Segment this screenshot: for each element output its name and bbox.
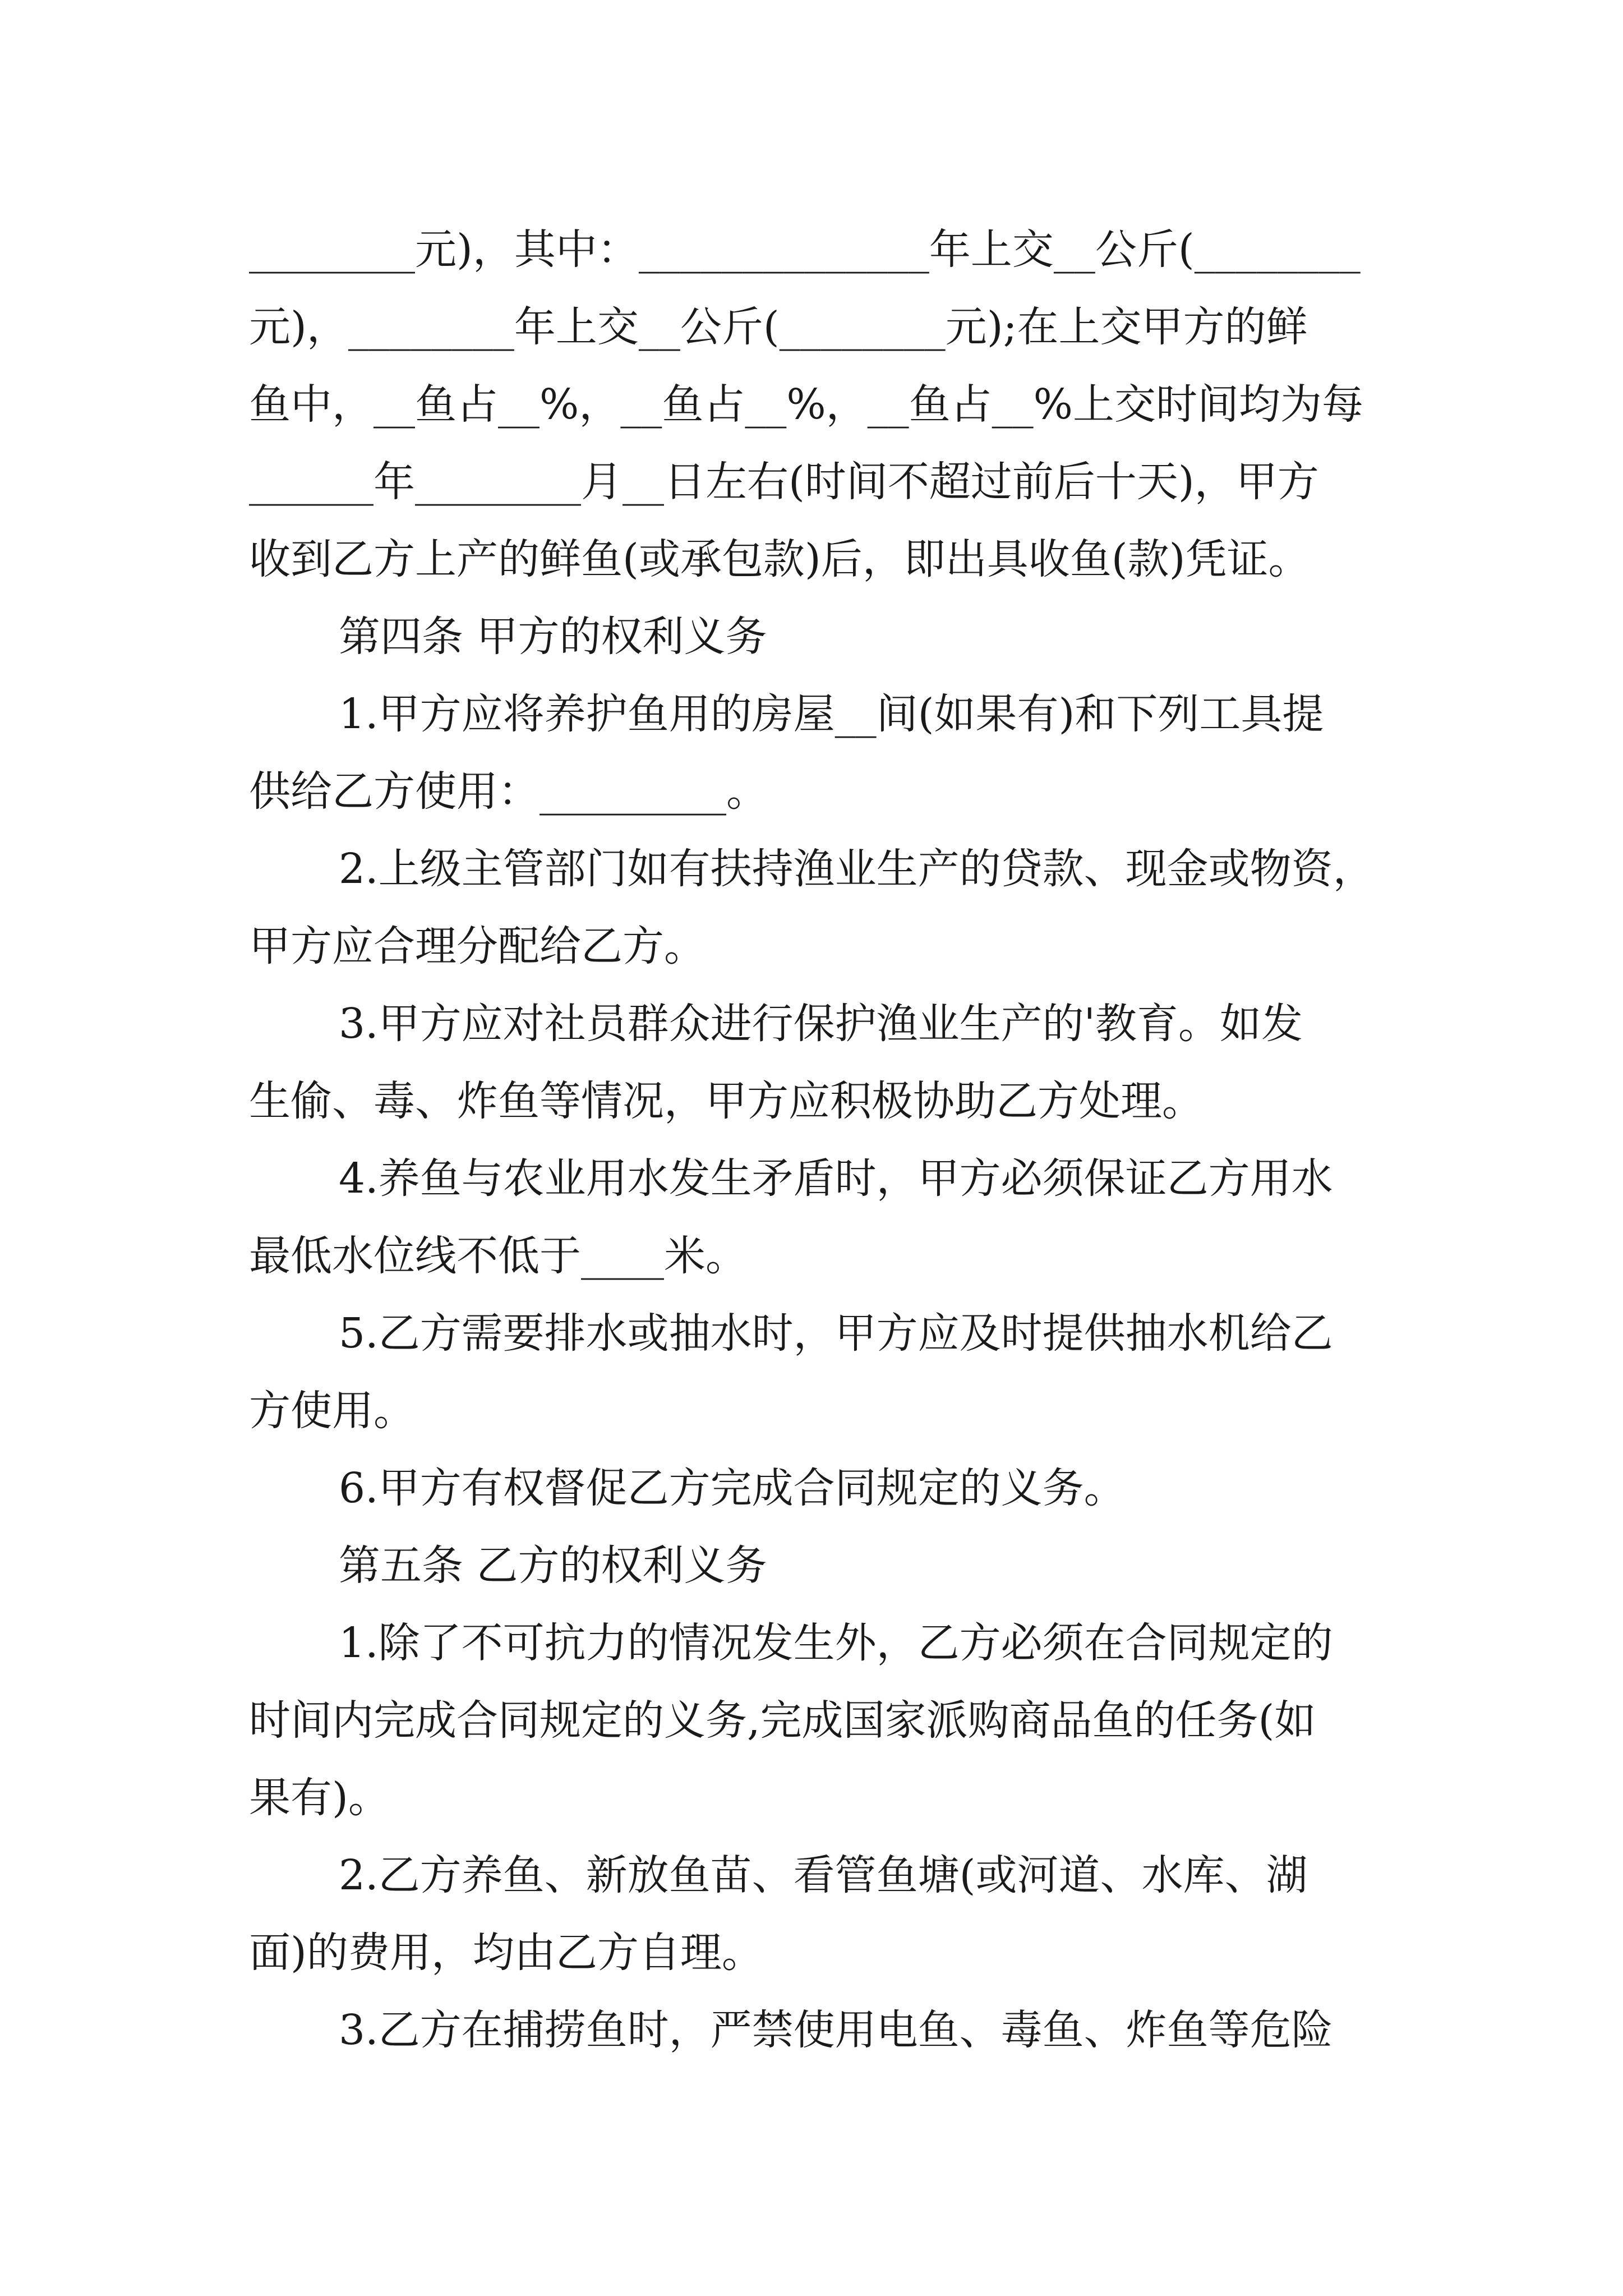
text-line: 最低水位线不低于____米。 bbox=[249, 1232, 747, 1280]
text-line: 元)，________年上交__公斤(________元);在上交甲方的鲜 bbox=[249, 303, 1308, 351]
text-line: ______年________月__日左右(时间不超过前后十天)，甲方 bbox=[249, 458, 1319, 506]
clause-line: 5.乙方需要排水或抽水时，甲方应及时提供抽水机给乙 bbox=[339, 1309, 1333, 1358]
section-heading: 第五条 乙方的权利义务 bbox=[339, 1542, 767, 1590]
clause-line: 1.除了不可抗力的情况发生外，乙方必须在合同规定的 bbox=[339, 1619, 1333, 1667]
clause-line: 4.养鱼与农业用水发生矛盾时，甲方必须保证乙方用水 bbox=[339, 1154, 1333, 1203]
text-line: 方使用。 bbox=[249, 1387, 415, 1435]
text-line: 收到乙方上产的鲜鱼(或承包款)后，即出具收鱼(款)凭证。 bbox=[249, 535, 1310, 583]
clause-line: 3.甲方应对社员群众进行保护渔业生产的'教育。如发 bbox=[339, 1000, 1303, 1048]
section-heading: 第四条 甲方的权利义务 bbox=[339, 613, 767, 661]
clause-line: 6.甲方有权督促乙方完成合同规定的义务。 bbox=[339, 1464, 1126, 1512]
text-line: 生偷、毒、炸鱼等情况，甲方应积极协助乙方处理。 bbox=[249, 1077, 1204, 1125]
text-line: 鱼中，__鱼占__%，__鱼占__%，__鱼占__%上交时间均为每 bbox=[249, 380, 1363, 429]
document-page bbox=[249, 211, 1393, 2069]
text-line: ________元)，其中：______________年上交__公斤(________ bbox=[249, 226, 1361, 274]
clause-line: 1.甲方应将养护鱼用的房屋__间(如果有)和下列工具提 bbox=[339, 690, 1324, 738]
text-line: 供给乙方使用：_________。 bbox=[249, 767, 768, 816]
text-line: 面)的费用，均由乙方自理。 bbox=[249, 1929, 763, 1977]
text-line: 果有)。 bbox=[249, 1774, 390, 1822]
text-line: 时间内完成合同规定的义务,完成国家派购商品鱼的任务(如 bbox=[249, 1696, 1316, 1745]
clause-line: 2.乙方养鱼、新放鱼苗、看管鱼塘(或河道、水库、湖 bbox=[339, 1851, 1308, 1899]
clause-line: 2.上级主管部门如有扶持渔业生产的贷款、现金或物资， bbox=[339, 845, 1375, 893]
text-line: 甲方应合理分配给乙方。 bbox=[249, 922, 706, 970]
clause-line: 3.乙方在捕捞鱼时，严禁使用电鱼、毒鱼、炸鱼等危险 bbox=[339, 2006, 1333, 2054]
